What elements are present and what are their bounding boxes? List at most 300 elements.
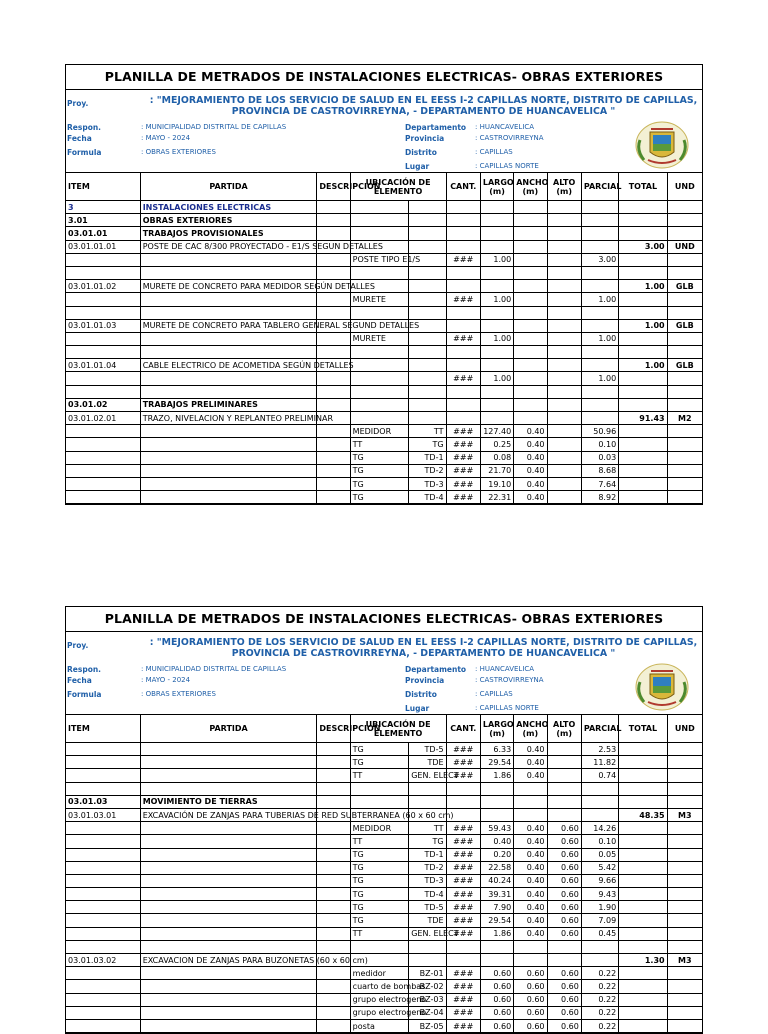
table-row [66, 332, 703, 345]
cell-largo: 1.00 [480, 253, 513, 266]
cell-total: 1.00 [619, 359, 667, 372]
cell-ubicacion-desde [350, 795, 409, 808]
cell-ubicacion-desde: TG [350, 491, 409, 504]
cell-descripcion [317, 438, 350, 451]
cell-und [667, 398, 702, 411]
cell-item [66, 980, 141, 993]
cell-descripcion [317, 980, 350, 993]
cell-largo [480, 201, 513, 214]
cell-partida [140, 477, 317, 490]
cell-parcial: 11.82 [581, 756, 618, 769]
cell-total [619, 835, 667, 848]
cell-ancho [514, 808, 547, 821]
cell-partida: POSTE DE CAC 8/300 PROYECTADO - E1/S SEGUN DETALLES [140, 240, 317, 253]
table-row [66, 491, 703, 504]
cell-partida: CABLE ELECTRICO DE ACOMETIDA SEGÚN DETALLES [140, 359, 317, 372]
cell-largo: 6.33 [480, 743, 513, 756]
cell-total [619, 451, 667, 464]
formula-value: : OBRAS EXTERIORES [141, 690, 216, 698]
table-row [66, 464, 703, 477]
cell-largo: 1.86 [480, 769, 513, 782]
table-row [66, 425, 703, 438]
table-row [66, 927, 703, 940]
header-ubicacion: UBICACIÓN DE ELEMENTO [350, 715, 446, 743]
cell-alto: 0.60 [547, 888, 581, 901]
table-row [66, 782, 703, 795]
cell-total: 48.35 [619, 808, 667, 821]
cell-item: 03.01.01.03 [66, 319, 141, 332]
cell-partida: OBRAS EXTERIORES [140, 214, 317, 227]
cell-total [619, 372, 667, 385]
cell-largo [480, 240, 513, 253]
cell-parcial [581, 240, 618, 253]
table-row [66, 477, 703, 490]
lugar-label: Lugar [405, 162, 430, 171]
cell-total [619, 822, 667, 835]
cell-cant: ### [446, 464, 480, 477]
cell-und: GLB [667, 280, 702, 293]
cell-cant [446, 306, 480, 319]
cell-ubicacion-hasta: TDE [409, 756, 446, 769]
cell-partida [140, 914, 317, 927]
cell-largo: 39.31 [480, 888, 513, 901]
cell-total [619, 385, 667, 398]
cell-descripcion [317, 201, 350, 214]
cell-ubicacion-desde: medidor [350, 967, 409, 980]
cell-alto [547, 214, 581, 227]
cell-item: 03.01.03.01 [66, 808, 141, 821]
cell-cant: ### [446, 438, 480, 451]
cell-parcial [581, 214, 618, 227]
cell-item [66, 940, 141, 953]
cell-item [66, 464, 141, 477]
cell-ubicacion-desde [350, 782, 409, 795]
cell-alto [547, 240, 581, 253]
cell-descripcion [317, 346, 350, 359]
cell-cant: ### [446, 451, 480, 464]
cell-cant [446, 266, 480, 279]
cell-partida: MURETE DE CONCRETO PARA MEDIDOR SEGÚN DETALLES [140, 280, 317, 293]
cell-partida [140, 346, 317, 359]
cell-ubicacion-desde: TG [350, 861, 409, 874]
cell-ubicacion-desde [350, 306, 409, 319]
provincia-value: : CASTROVIRREYNA [475, 676, 544, 684]
cell-alto: 0.60 [547, 874, 581, 887]
cell-parcial: 0.22 [581, 1019, 618, 1032]
table-row [66, 319, 703, 332]
cell-partida [140, 848, 317, 861]
cell-descripcion [317, 914, 350, 927]
cell-parcial [581, 398, 618, 411]
distrito-value: : CAPILLAS [475, 690, 513, 698]
project-title: : "MEJORAMIENTO DE LOS SERVICIO DE SALUD EN EL EESS I-2 CAPILLAS NORTE, DISTRITO DE CAPILLAS, PROVINCIA DE CASTROVIRREYNA, - DEPARTAMENTO DE HUANCAVELICA " [149, 637, 698, 659]
cell-cant: ### [446, 293, 480, 306]
cell-largo [480, 227, 513, 240]
cell-und [667, 993, 702, 1006]
cell-partida [140, 927, 317, 940]
header-largo: LARGO (m) [480, 173, 513, 201]
cell-largo: 0.60 [480, 1006, 513, 1019]
table-row [66, 451, 703, 464]
cell-und [667, 293, 702, 306]
cell-item [66, 438, 141, 451]
table-row [66, 795, 703, 808]
lugar-value: : CAPILLAS NORTE [475, 162, 539, 170]
departamento-label: Departamento [405, 665, 467, 674]
project-title: : "MEJORAMIENTO DE LOS SERVICIO DE SALUD EN EL EESS I-2 CAPILLAS NORTE, DISTRITO DE CAPILLAS, PROVINCIA DE CASTROVIRREYNA, - DEPARTAMENTO DE HUANCAVELICA " [149, 95, 698, 117]
cell-descripcion [317, 822, 350, 835]
table-row [66, 980, 703, 993]
table-row [66, 835, 703, 848]
formula-label: Formula [67, 690, 102, 699]
cell-cant: ### [446, 1006, 480, 1019]
cell-ubicacion-hasta [409, 954, 446, 967]
cell-total [619, 743, 667, 756]
cell-total [619, 914, 667, 927]
table-row [66, 385, 703, 398]
cell-parcial: 3.00 [581, 253, 618, 266]
fecha-value: : MAYO - 2024 [141, 134, 191, 142]
cell-und [667, 940, 702, 953]
cell-total: 1.00 [619, 319, 667, 332]
cell-ubicacion-hasta: BZ-04 [409, 1006, 446, 1019]
header-cant: CANT. [446, 173, 480, 201]
cell-und [667, 743, 702, 756]
cell-cant: ### [446, 967, 480, 980]
cell-ubicacion-desde: TT [350, 438, 409, 451]
cell-cant: ### [446, 848, 480, 861]
cell-und [667, 861, 702, 874]
cell-parcial: 8.68 [581, 464, 618, 477]
cell-parcial: 7.09 [581, 914, 618, 927]
cell-partida: TRAZO, NIVELACION Y REPLANTEO PRELIMINAR [140, 412, 317, 425]
cell-cant [446, 201, 480, 214]
cell-parcial [581, 808, 618, 821]
cell-largo: 59.43 [480, 822, 513, 835]
cell-partida [140, 1019, 317, 1032]
cell-descripcion [317, 993, 350, 1006]
cell-alto: 0.60 [547, 927, 581, 940]
cell-cant: ### [446, 769, 480, 782]
cell-ubicacion-hasta [409, 280, 446, 293]
cell-alto [547, 477, 581, 490]
cell-partida [140, 253, 317, 266]
cell-ubicacion-hasta [409, 332, 446, 345]
respon-label: Respon. [67, 123, 102, 132]
cell-und [667, 464, 702, 477]
table-2-body [66, 743, 703, 1033]
provincia-label: Provincia [405, 134, 445, 143]
cell-und [667, 332, 702, 345]
cell-total [619, 848, 667, 861]
cell-partida [140, 266, 317, 279]
sheet-title: PLANILLA DE METRADOS DE INSTALACIONES ELECTRICAS- OBRAS EXTERIORES [66, 607, 702, 632]
cell-und [667, 477, 702, 490]
cell-item: 3.01 [66, 214, 141, 227]
cell-parcial: 0.03 [581, 451, 618, 464]
cell-cant: ### [446, 332, 480, 345]
cell-parcial: 0.22 [581, 967, 618, 980]
cell-item [66, 477, 141, 490]
cell-largo [480, 940, 513, 953]
cell-total [619, 782, 667, 795]
lugar-value: : CAPILLAS NORTE [475, 704, 539, 712]
cell-cant [446, 385, 480, 398]
cell-parcial [581, 954, 618, 967]
table-1-body [66, 201, 703, 504]
cell-descripcion [317, 743, 350, 756]
cell-ubicacion-hasta: BZ-03 [409, 993, 446, 1006]
cell-item [66, 967, 141, 980]
cell-alto [547, 359, 581, 372]
cell-und [667, 822, 702, 835]
cell-ubicacion-hasta: TG [409, 835, 446, 848]
table-row [66, 861, 703, 874]
cell-parcial [581, 359, 618, 372]
cell-largo [480, 266, 513, 279]
cell-total [619, 477, 667, 490]
table-row [66, 743, 703, 756]
cell-ancho [514, 782, 547, 795]
cell-cant [446, 795, 480, 808]
cell-und [667, 451, 702, 464]
cell-parcial: 5.42 [581, 861, 618, 874]
cell-parcial: 7.64 [581, 477, 618, 490]
cell-total [619, 993, 667, 1006]
cell-item: 03.01.03 [66, 795, 141, 808]
cell-ubicacion-desde: TG [350, 848, 409, 861]
header-parcial: PARCIAL [581, 715, 618, 743]
cell-partida [140, 1006, 317, 1019]
cell-ubicacion-hasta: TD-1 [409, 451, 446, 464]
cell-total [619, 1019, 667, 1032]
cell-ubicacion-hasta [409, 940, 446, 953]
cell-item [66, 332, 141, 345]
cell-parcial: 2.53 [581, 743, 618, 756]
cell-descripcion [317, 927, 350, 940]
cell-total [619, 888, 667, 901]
cell-ubicacion-hasta: TT [409, 822, 446, 835]
cell-largo: 40.24 [480, 874, 513, 887]
table-row [66, 306, 703, 319]
cell-ancho: 0.40 [514, 835, 547, 848]
table-row [66, 280, 703, 293]
cell-alto [547, 319, 581, 332]
table-row [66, 954, 703, 967]
header-total: TOTAL [619, 715, 667, 743]
table-row [66, 901, 703, 914]
cell-item: 03.01.03.02 [66, 954, 141, 967]
cell-descripcion [317, 477, 350, 490]
cell-ubicacion-hasta: TG [409, 438, 446, 451]
provincia-label: Provincia [405, 676, 445, 685]
cell-alto [547, 491, 581, 504]
cell-ubicacion-hasta [409, 201, 446, 214]
cell-alto [547, 769, 581, 782]
cell-cant: ### [446, 888, 480, 901]
cell-largo: 21.70 [480, 464, 513, 477]
cell-cant: ### [446, 425, 480, 438]
cell-partida [140, 293, 317, 306]
cell-ubicacion-hasta [409, 412, 446, 425]
cell-cant [446, 954, 480, 967]
cell-ancho [514, 240, 547, 253]
cell-alto [547, 280, 581, 293]
cell-cant: ### [446, 980, 480, 993]
cell-ancho: 0.40 [514, 901, 547, 914]
cell-ubicacion-desde [350, 412, 409, 425]
cell-ubicacion-desde [350, 385, 409, 398]
cell-partida [140, 385, 317, 398]
cell-parcial: 0.05 [581, 848, 618, 861]
cell-ancho [514, 306, 547, 319]
table-row [66, 438, 703, 451]
cell-partida [140, 332, 317, 345]
cell-item [66, 293, 141, 306]
project-info [66, 90, 702, 172]
cell-largo [480, 795, 513, 808]
cell-total [619, 293, 667, 306]
cell-item [66, 756, 141, 769]
header-und: UND [667, 715, 702, 743]
cell-parcial: 1.00 [581, 372, 618, 385]
cell-total [619, 214, 667, 227]
cell-ubicacion-desde: TT [350, 835, 409, 848]
cell-partida: MURETE DE CONCRETO PARA TABLERO GENERAL SEGUND DETALLES [140, 319, 317, 332]
cell-total [619, 795, 667, 808]
cell-total [619, 306, 667, 319]
cell-ubicacion-desde: grupo electrogeno [350, 1006, 409, 1019]
cell-largo: 0.25 [480, 438, 513, 451]
table-row [66, 769, 703, 782]
cell-parcial: 0.10 [581, 438, 618, 451]
cell-alto [547, 385, 581, 398]
cell-ancho: 0.40 [514, 451, 547, 464]
cell-descripcion [317, 861, 350, 874]
cell-total [619, 861, 667, 874]
cell-und [667, 372, 702, 385]
cell-partida [140, 769, 317, 782]
cell-parcial [581, 319, 618, 332]
cell-cant: ### [446, 491, 480, 504]
cell-descripcion [317, 306, 350, 319]
cell-alto [547, 425, 581, 438]
cell-und [667, 491, 702, 504]
header-item: ITEM [66, 715, 141, 743]
cell-ancho: 0.40 [514, 464, 547, 477]
table-row [66, 214, 703, 227]
provincia-value: : CASTROVIRREYNA [475, 134, 544, 142]
table-row [66, 1006, 703, 1019]
cell-descripcion [317, 756, 350, 769]
cell-und [667, 782, 702, 795]
cell-und [667, 967, 702, 980]
cell-ancho: 0.40 [514, 477, 547, 490]
cell-partida [140, 822, 317, 835]
cell-alto [547, 464, 581, 477]
table-row [66, 293, 703, 306]
cell-ancho: 0.60 [514, 1019, 547, 1032]
cell-total [619, 491, 667, 504]
cell-ancho: 0.40 [514, 888, 547, 901]
cell-partida [140, 888, 317, 901]
cell-ubicacion-desde: TG [350, 901, 409, 914]
cell-descripcion [317, 227, 350, 240]
distrito-label: Distrito [405, 148, 437, 157]
cell-partida [140, 438, 317, 451]
cell-item [66, 901, 141, 914]
cell-descripcion [317, 253, 350, 266]
cell-cant: ### [446, 253, 480, 266]
cell-parcial [581, 782, 618, 795]
header-total: TOTAL [619, 173, 667, 201]
cell-total: 1.30 [619, 954, 667, 967]
cell-ubicacion-desde: TT [350, 927, 409, 940]
cell-cant: ### [446, 835, 480, 848]
cell-ubicacion-desde: POSTE TIPO E1/S [350, 253, 409, 266]
cell-total: 3.00 [619, 240, 667, 253]
cell-und [667, 214, 702, 227]
cell-item [66, 782, 141, 795]
cell-partida: INSTALACIONES ELECTRICAS [140, 201, 317, 214]
cell-cant: ### [446, 372, 480, 385]
proy-label: Proy. [67, 99, 89, 108]
cell-item [66, 769, 141, 782]
cell-total [619, 425, 667, 438]
cell-largo [480, 346, 513, 359]
cell-item: 3 [66, 201, 141, 214]
cell-descripcion [317, 888, 350, 901]
cell-total [619, 769, 667, 782]
cell-descripcion [317, 782, 350, 795]
cell-ubicacion-desde: grupo electrogeno [350, 993, 409, 1006]
cell-total [619, 346, 667, 359]
cell-ancho: 0.40 [514, 861, 547, 874]
table-row [66, 808, 703, 821]
cell-largo: 22.58 [480, 861, 513, 874]
cell-partida [140, 372, 317, 385]
cell-ubicacion-hasta [409, 266, 446, 279]
cell-ubicacion-hasta: BZ-02 [409, 980, 446, 993]
cell-parcial: 9.66 [581, 874, 618, 887]
cell-partida: EXCAVACION DE ZANJAS PARA BUZONETAS (60 x 60 cm) [140, 954, 317, 967]
cell-alto [547, 293, 581, 306]
cell-partida [140, 861, 317, 874]
cell-alto: 0.60 [547, 861, 581, 874]
cell-und [667, 1019, 702, 1032]
cell-descripcion [317, 967, 350, 980]
cell-parcial: 0.22 [581, 980, 618, 993]
cell-partida [140, 464, 317, 477]
table-row [66, 227, 703, 240]
metrados-sheet-2 [65, 606, 703, 1034]
cell-und [667, 848, 702, 861]
header-ubicacion: UBICACIÓN DE ELEMENTO [350, 173, 446, 201]
cell-ubicacion-hasta: TD-5 [409, 901, 446, 914]
cell-item [66, 425, 141, 438]
cell-ubicacion-hasta: TD-3 [409, 874, 446, 887]
cell-ubicacion-desde [350, 227, 409, 240]
cell-alto [547, 201, 581, 214]
cell-ubicacion-desde: TG [350, 477, 409, 490]
cell-partida [140, 491, 317, 504]
cell-parcial [581, 201, 618, 214]
cell-ancho [514, 940, 547, 953]
cell-parcial [581, 795, 618, 808]
cell-total [619, 967, 667, 980]
cell-und [667, 756, 702, 769]
cell-cant [446, 240, 480, 253]
